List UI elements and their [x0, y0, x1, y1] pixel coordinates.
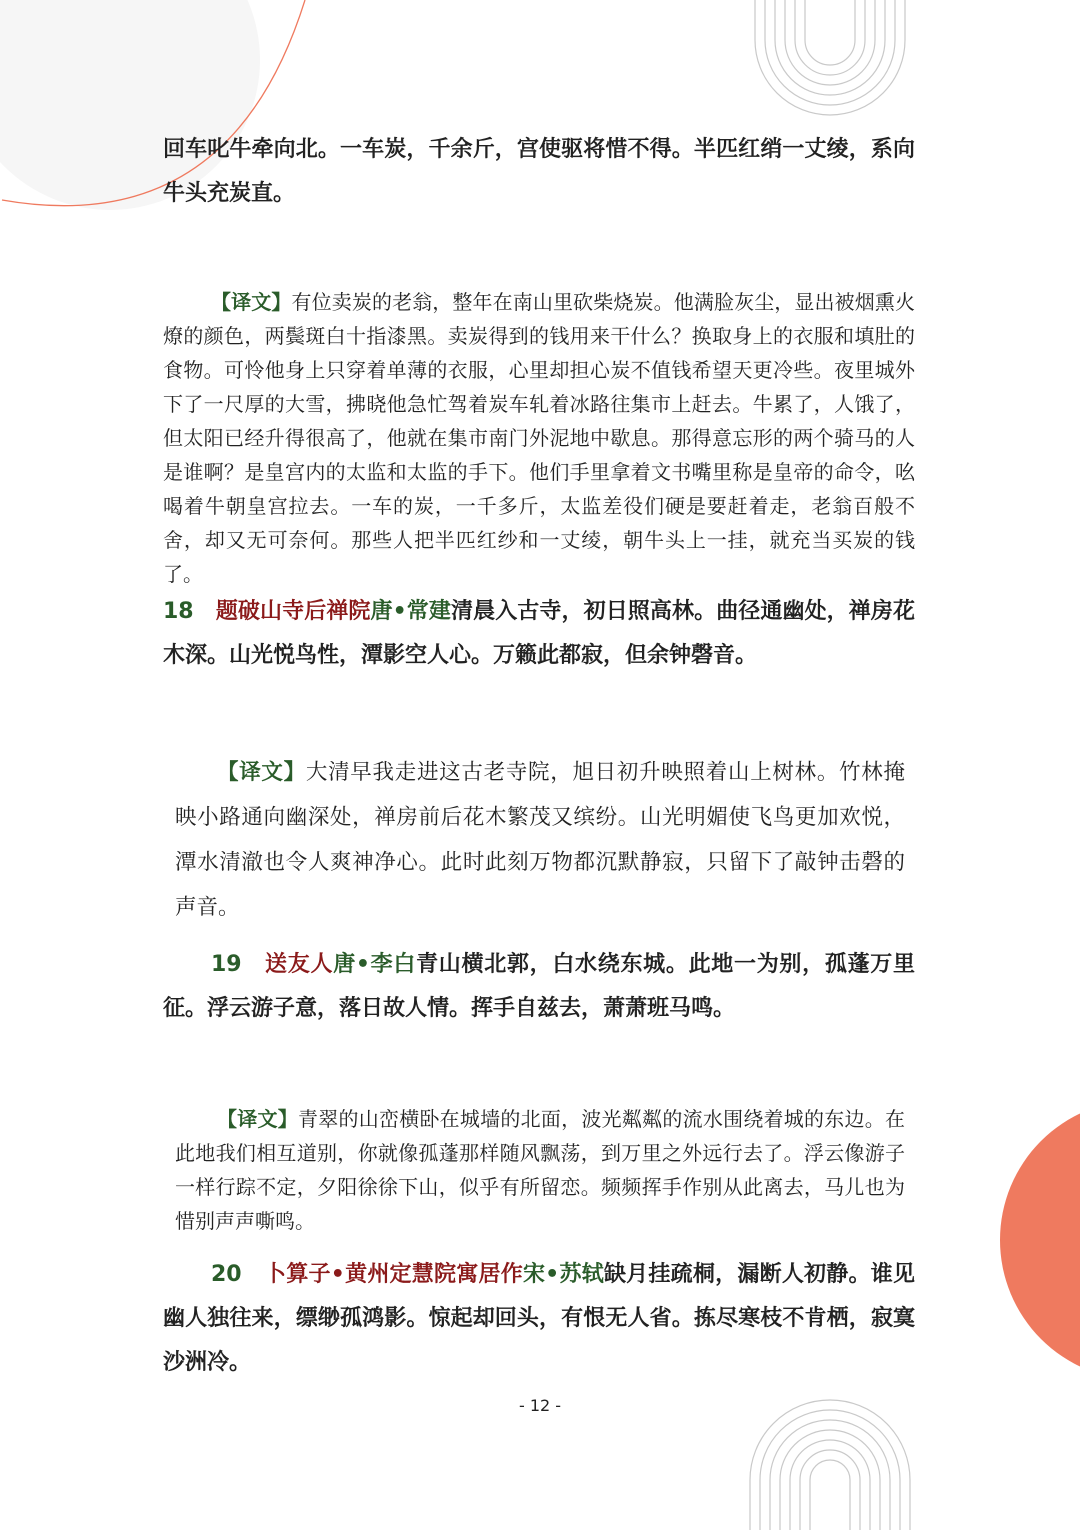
- poem-20-author: 宋•苏轼: [522, 1262, 604, 1287]
- right-accent-circle: [1000, 1090, 1080, 1390]
- poem-19-text: 青山横北郭，白水绕东城。此地一为别，孤蓬万里征。浮云游子意，落日故人情。挥手自兹去，萧萧班马鸣。: [163, 952, 915, 1021]
- poem-20: [163, 1253, 915, 1385]
- poem-19: [163, 943, 915, 1031]
- translation-17-text: 有位卖炭的老翁，整年在南山里砍柴烧炭。他满脸灰尘，显出被烟熏火燎的颜色，两鬓斑白十指漆黑。卖炭得到的钱用来干什么？换取身上的衣服和填肚的食物。可怜他身上只穿着单薄的衣服，心里却担心炭不值钱希望天更冷些。夜里城外下了一尺厚的大雪，拂晓他急忙驾着炭车轧着冰路往集市上赶去。牛累了，人饿了，但太阳已经升得很高了，他就在集市南门外泥地中歇息。那得意忘形的两个骑马的人是谁啊？是皇宫内的太监和太监的手下。他们手里拿着文书嘴里称是皇帝的命令，吆喝着牛朝皇宫拉去。一车的炭，一千多斤，太监差役们硬是要赶着走，老翁百般不舍，却又无可奈何。那些人把半匹红纱和一丈绫，朝牛头上一挂，就充当买炭的钱了。: [163, 290, 916, 586]
- poem-18-title: 题破山寺后禅院: [215, 599, 371, 624]
- poem-18: [163, 590, 915, 678]
- translation-18-text: 大清早我走进这古老寺院，旭日初升映照着山上树林。竹林掩映小路通向幽深处，禅房前后花木繁茂又缤纷。山光明媚使飞鸟更加欢悦，潭水清澈也令人爽神净心。此时此刻万物都沉默静寂，只留下了敲钟击磬的声音。: [175, 760, 905, 920]
- translation-tag: 【译文】: [211, 290, 292, 314]
- poem-20-title: 卜算子•黄州定慧院寓居作: [264, 1262, 523, 1287]
- translation-tag: 【译文】: [217, 760, 306, 785]
- top-right-arches: [745, 0, 915, 130]
- translation-18: [175, 750, 905, 930]
- poem-20-number: 20: [211, 1262, 242, 1287]
- poem-18-number: 18: [163, 599, 194, 624]
- poem-19-title: 送友人: [265, 952, 334, 977]
- translation-tag: 【译文】: [217, 1107, 298, 1131]
- poem-20-text: 缺月挂疏桐，漏断人初静。谁见幽人独往来，缥缈孤鸿影。惊起却回头，有恨无人省。拣尽寒枝不肯栖，寂寞沙洲冷。: [163, 1262, 915, 1375]
- poem-18-text: 清晨入古寺，初日照高林。曲径通幽处，禅房花木深。山光悦鸟性，潭影空人心。万籁此都寂，但余钟磬音。: [163, 599, 915, 668]
- translation-17: [163, 285, 915, 591]
- poem-18-author: 唐•常建: [370, 599, 451, 624]
- poem-17-continuation: [163, 128, 915, 216]
- poem-19-number: 19: [211, 952, 242, 977]
- poem-19-author: 唐•李白: [333, 952, 417, 977]
- translation-19: [175, 1102, 905, 1238]
- translation-19-text: 青翠的山峦横卧在城墙的北面，波光粼粼的流水围绕着城的东边。在此地我们相互道别，你就像孤蓬那样随风飘荡，到万里之外远行去了。浮云像游子一样行踪不定，夕阳徐徐下山，似乎有所留恋。频频挥手作别从此离去，马儿也为惜别声声嘶鸣。: [175, 1107, 906, 1233]
- page-number: - 12 -: [518, 1396, 562, 1415]
- poem-17-text: 回车叱牛牵向北。一车炭，千余斤，宫使驱将惜不得。半匹红绡一丈绫，系向牛头充炭直。: [163, 137, 915, 206]
